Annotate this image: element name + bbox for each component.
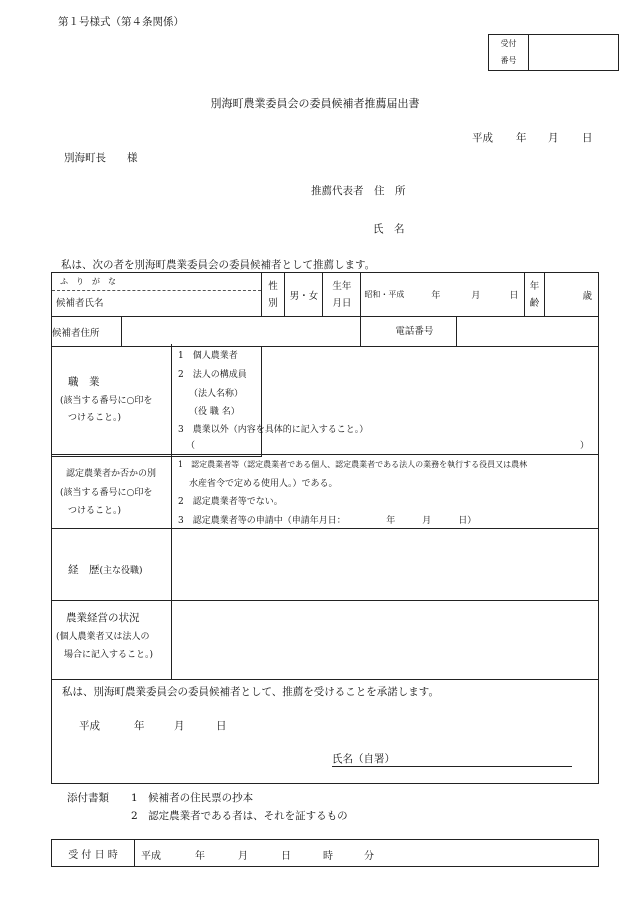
candidate-address-label: 候補者住所 xyxy=(52,317,122,347)
certified-option-1[interactable]: 1 認定農業者等（認定農業者である個人、認定農業者である法人の業務を執行する役員又は農林 xyxy=(178,460,528,469)
sex-label: 性 別 xyxy=(261,273,285,317)
position-label: （役 職 名） xyxy=(189,407,240,417)
furigana-label: ふ り が な xyxy=(60,277,116,286)
age-label: 年 齢 xyxy=(525,273,545,317)
farm-status-note-2: 場合に記入すること。) xyxy=(64,650,154,660)
reception-label: 受 付 日 時 xyxy=(52,840,135,867)
occupation-option-2[interactable]: 2 法人の構成員 xyxy=(178,370,247,380)
phone-cell xyxy=(361,317,599,347)
career-label: 経 歴(主な役職) xyxy=(68,564,143,576)
certified-option-3[interactable]: 3 認定農業者等の申請中（申請年月日： 年 月 日） xyxy=(178,516,477,526)
lower-table: 職 業 (該当する番号に○印を つけること。) 1 個人農業者 2 法人の構成員 （法人名称） （役 職 名） 3 農業以外（内容を具体的に記入すること。） （ ） 認定農業者か否かの別 (該当する番号に○印を つけること。) 1 認定農業者等（認定農業者である個人、認定農業者である法人の業務を執行する役員又は農林 水産省令で定める使用人。）である。 2 認定農業者等でない。 3 認定農業者等の申請中（申請年月日： 年 月 日） 経 歴(主な役職) 農業経営の状況 (個人農業者又は法人の 場合に記入すること。) 私は、別海町農業委員会の委員候補者として、推薦を受けることを承諾します。 平成 年 月 日 氏名（自署） xyxy=(51,344,599,784)
receipt-label: 受付 番号 xyxy=(489,35,529,70)
representative-address-label: 推薦代表者 住 所 xyxy=(311,185,406,197)
reception-table xyxy=(51,839,599,867)
phone-field[interactable] xyxy=(457,317,598,346)
document-title: 別海町農業委員会の委員候補者推薦届出書 xyxy=(210,97,420,110)
candidate-name-cell xyxy=(52,273,262,317)
career-field[interactable] xyxy=(172,529,598,600)
certified-note-1: (該当する番号に○印を xyxy=(60,488,153,498)
candidate-address-field[interactable] xyxy=(121,317,360,347)
signature-line[interactable] xyxy=(332,766,572,767)
paren-open: （ xyxy=(186,441,196,451)
farm-status-note-1: (個人農業者又は法人の xyxy=(56,632,150,642)
representative-name-label: 氏 名 xyxy=(373,223,405,235)
signature-label: 氏名（自署） xyxy=(332,753,395,765)
sex-options[interactable]: 男・女 xyxy=(285,273,323,317)
occupation-label: 職 業 xyxy=(68,376,100,388)
phone-label: 電話番号 xyxy=(361,317,457,346)
attachments-label: 添付書類 xyxy=(67,792,109,804)
certified-option-2[interactable]: 2 認定農業者等でない。 xyxy=(178,497,283,507)
certified-label: 認定農業者か否かの別 xyxy=(66,469,157,479)
candidate-name-label: 候補者氏名 xyxy=(52,290,261,316)
occupation-option-3[interactable]: 3 農業以外（内容を具体的に記入すること。） xyxy=(178,425,369,435)
receipt-number-field[interactable] xyxy=(529,35,618,70)
receipt-number-box xyxy=(488,34,619,71)
certified-note-2: つけること。) xyxy=(68,506,122,516)
occupation-note-1: (該当する番号に○印を xyxy=(60,396,153,406)
corporation-name-label: （法人名称） xyxy=(189,389,244,399)
form-number: 第１号様式（第４条関係） xyxy=(58,16,184,28)
occupation-option-1[interactable]: 1 個人農業者 xyxy=(178,351,238,361)
intro-text: 私は、次の者を別海町農業委員会の委員候補者として推薦します。 xyxy=(61,259,376,271)
age-field[interactable]: 歳 xyxy=(545,273,599,317)
farm-status-field[interactable] xyxy=(172,601,598,679)
reception-datetime-field[interactable]: 平成 年 月 日 時 分 xyxy=(135,840,599,867)
certified-option-1-cont: 水産省令で定める使用人。）である。 xyxy=(189,479,338,489)
birthdate-field[interactable]: 昭和・平成 年 月 日 xyxy=(361,273,525,317)
paren-close: ） xyxy=(580,441,590,451)
farm-status-label: 農業経営の状況 xyxy=(66,612,140,624)
birthdate-label: 生年 月日 xyxy=(323,273,361,317)
addressee: 別海町長 様 xyxy=(64,152,138,164)
attachment-1: 1 候補者の住民票の抄本 xyxy=(131,792,254,804)
attachment-2: 2 認定農業者である者は、それを証するもの xyxy=(131,810,348,822)
consent-text: 私は、別海町農業委員会の委員候補者として、推薦を受けることを承諾します。 xyxy=(62,686,439,698)
occupation-note-2: つけること。) xyxy=(68,413,122,423)
